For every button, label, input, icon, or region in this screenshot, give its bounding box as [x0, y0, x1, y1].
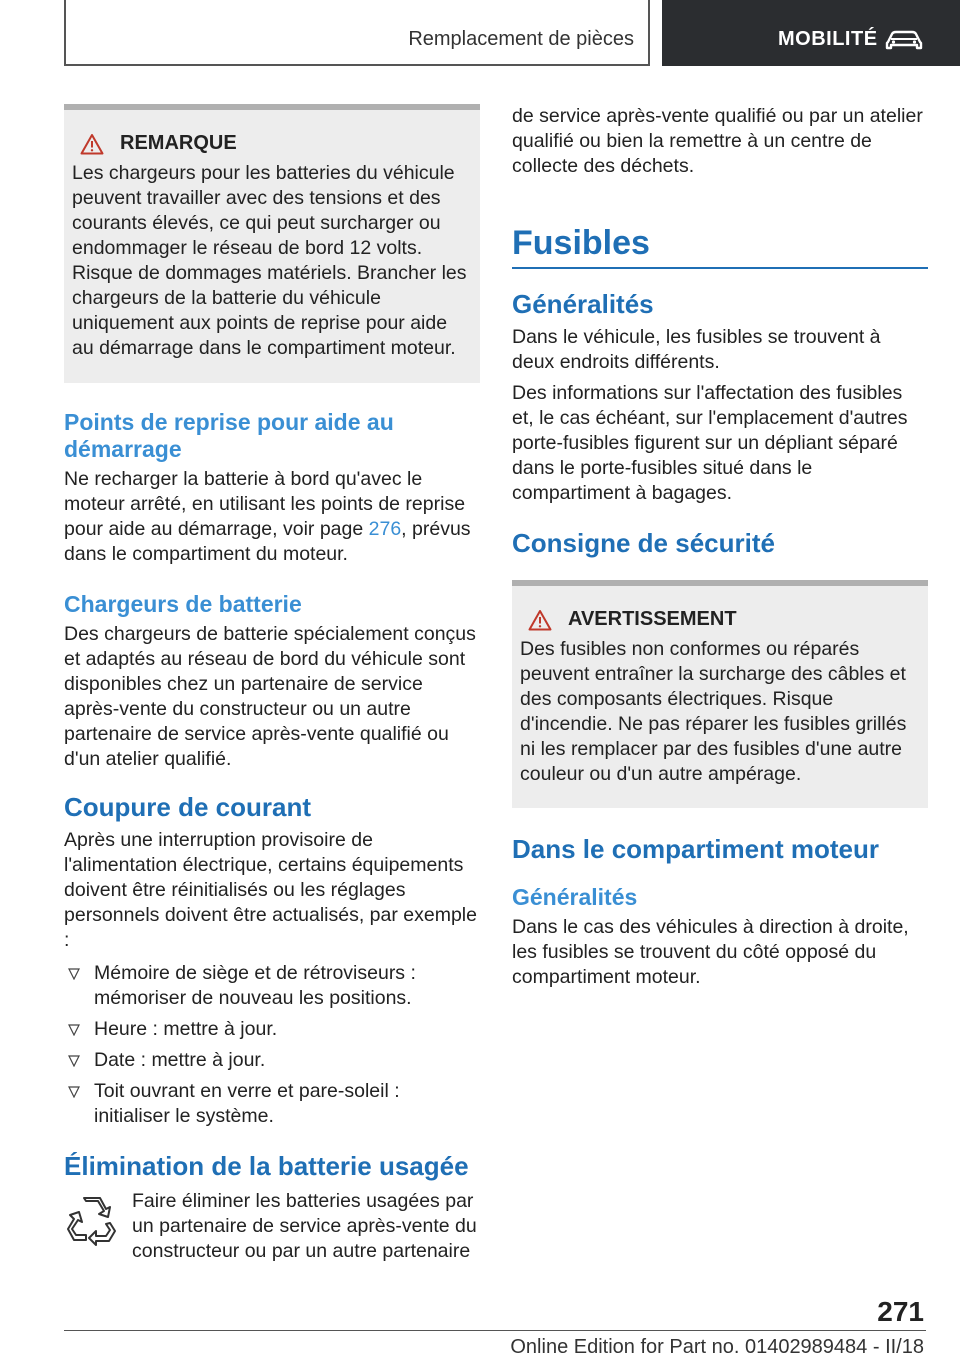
points-heading: Points de reprise pour aide au démarrage	[64, 409, 394, 462]
list-item	[64, 961, 480, 1011]
recycle-icon	[64, 1193, 120, 1249]
notice-box	[64, 104, 480, 383]
header-chapter-box	[662, 0, 960, 66]
fuses-heading: Fusibles	[512, 223, 928, 269]
page-276-link[interactable]: 276	[368, 518, 402, 540]
triangle-bullet-icon	[68, 1086, 80, 1098]
disposal-block	[64, 1189, 480, 1264]
power-cut-list	[64, 961, 480, 1129]
list-item	[64, 1079, 480, 1129]
list-item	[64, 1048, 480, 1073]
chargers-text: Des chargeurs de batterie spécialement conçus et adaptés au réseau de bord du véhicule sont disponibles chez un partenaire de service après-vente du constructeur ou un autre partenaire de service après-vente qualifié ou d'un atelier qualifié.	[64, 623, 476, 770]
page-header	[0, 0, 960, 66]
warning-box	[512, 580, 928, 808]
triangle-bullet-icon	[68, 1055, 80, 1067]
points-text-before: Ne recharger la batterie à bord qu'avec le moteur arrêté, en utilisant les points de reprise pour aide au démarrage, voir page	[64, 468, 466, 540]
points-text	[64, 467, 480, 567]
header-section-box	[64, 0, 650, 66]
triangle-bullet-icon	[68, 1024, 80, 1036]
disposal-text: Faire éliminer les batteries usagées par un partenaire de service après-vente du constructeur ou par un autre partenaire	[132, 1190, 477, 1262]
right-column	[512, 104, 928, 990]
engine-compartment-heading: Dans le compartiment moteur	[512, 834, 879, 864]
engine-general-heading: Généralités	[512, 884, 638, 910]
list-item-text: Date : mettre à jour.	[94, 1049, 266, 1071]
warning-triangle-icon	[80, 133, 104, 155]
list-item-text: Toit ouvrant en verre et pare-soleil : initialiser le système.	[94, 1080, 400, 1127]
triangle-bullet-icon	[68, 968, 80, 980]
general-text-2: Des informations sur l'affectation des fusibles et, le cas échéant, sur l'emplacement d'autres porte-fusibles figurent sur un dépliant séparé dans le porte-fusibles situé dans le compartiment à bagages.	[512, 382, 908, 504]
warning-text: Des fusibles non conformes ou réparés peuvent entraîner la surcharge des câbles et des composants électriques. Risque d'incendie. Ne pas réparer les fusibles grillés ni les remplacer par des fusibles d'une autre couleur ou d'un autre ampérage.	[520, 638, 907, 785]
general-heading: Généralités	[512, 289, 654, 319]
warning-header	[520, 608, 920, 631]
left-column	[64, 104, 480, 1264]
points-text-after: , prévus dans le compartiment du moteur.	[64, 518, 471, 565]
power-cut-text: Après une interruption provisoire de l'alimentation électrique, certains équipements doivent être réinitialisés ou les réglages personnels doivent être actualisés, par exemple :	[64, 829, 477, 951]
footer-divider	[64, 1330, 926, 1331]
continued-text: de service après-vente qualifié ou par un atelier qualifié ou bien la remettre à un centre de collecte des déchets.	[512, 105, 923, 177]
car-icon	[884, 28, 924, 52]
notice-header	[72, 132, 472, 155]
footer-edition: Online Edition for Part no. 01402989484 - II/18	[510, 1336, 924, 1358]
notice-title: REMARQUE	[120, 132, 237, 154]
header-chapter-title: MOBILITÉ	[778, 28, 878, 50]
disposal-heading: Élimination de la batterie usagée	[64, 1151, 469, 1181]
page-number: 271	[877, 1296, 924, 1327]
engine-text: Dans le cas des véhicules à direction à droite, les fusibles se trouvent du côté opposé du compartiment moteur.	[512, 916, 909, 988]
list-item	[64, 1017, 480, 1042]
chargers-heading: Chargeurs de batterie	[64, 591, 302, 617]
power-cut-heading: Coupure de courant	[64, 792, 312, 822]
list-item-text: Mémoire de siège et de rétroviseurs : mémoriser de nouveau les positions.	[94, 962, 416, 1009]
list-item-text: Heure : mettre à jour.	[94, 1018, 278, 1040]
warning-title: AVERTISSEMENT	[568, 608, 737, 630]
safety-heading: Consigne de sécurité	[512, 528, 775, 558]
notice-text: Les chargeurs pour les batteries du véhicule peuvent travailler avec des tensions et des courants élevés, ce qui peut surcharger ou endommager le réseau de bord 12 volts. Risque de dommages matériels. Brancher les chargeurs de la batterie du véhicule uniquement aux points de reprise pour aide au démarrage dans le compartiment moteur.	[72, 162, 467, 359]
warning-triangle-icon	[528, 609, 552, 631]
header-section-title: Remplacement de pièces	[408, 28, 634, 50]
general-text-1: Dans le véhicule, les fusibles se trouvent à deux endroits différents.	[512, 326, 881, 373]
